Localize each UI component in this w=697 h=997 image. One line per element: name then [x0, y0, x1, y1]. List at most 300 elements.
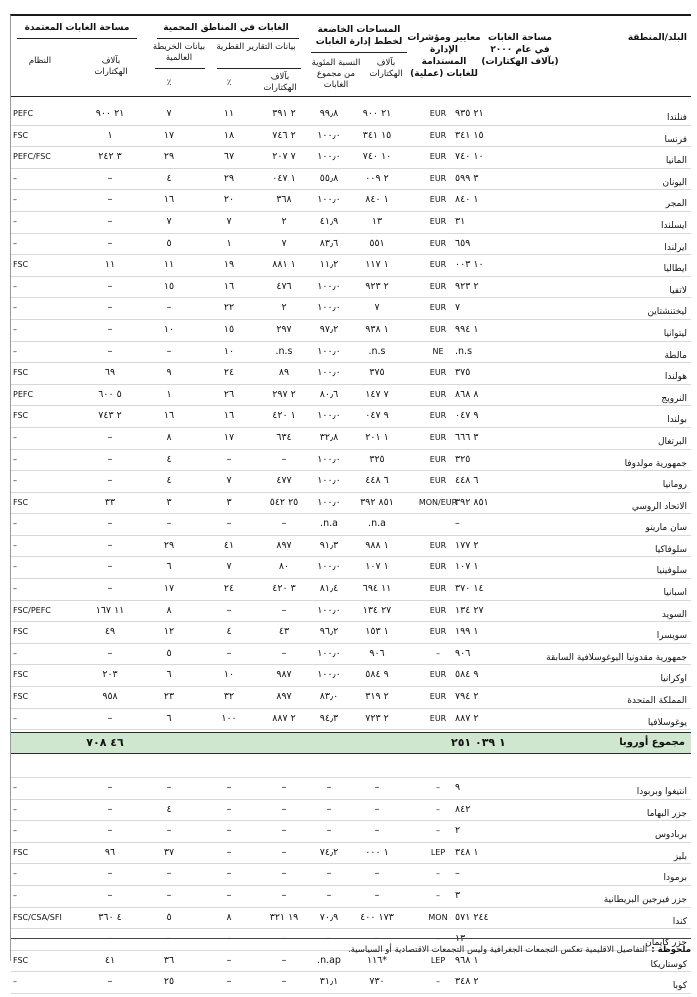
table-row: [11, 428, 691, 450]
forest-area-cell: ٢٧ ١٣٤: [455, 604, 484, 616]
managed-pct-cell: ٩١٫٣: [319, 539, 339, 551]
protected-pct-cell: ٢٤: [223, 583, 235, 595]
global-map-pct-cell: ١٧: [163, 129, 175, 141]
protected-ha-cell: –: [281, 647, 287, 659]
protected-ha-cell: ٢ ٧٤٦: [272, 129, 296, 141]
protected-ha-cell: ٨٩٧: [276, 539, 292, 551]
global-map-pct-cell: ٥: [166, 647, 172, 659]
europe-total-certified: ٤٦ ٧٠٨: [86, 736, 124, 750]
protected-ha-cell: ٢ ٣٩١: [272, 108, 296, 119]
certified-ha-cell: –: [107, 889, 113, 901]
protected-ha-cell: –: [281, 954, 287, 966]
certified-ha-cell: –: [107, 803, 113, 815]
table-row: [11, 644, 691, 666]
country-name: بليز: [673, 851, 687, 862]
table-row: [11, 557, 691, 579]
certified-system-cell: –: [13, 454, 17, 464]
header-rule-global: [155, 68, 205, 69]
table-row: [11, 255, 691, 277]
certified-system-cell: –: [13, 804, 17, 814]
forest-area-cell: ٣١: [455, 215, 466, 227]
global-map-pct-cell: ١٦: [163, 410, 175, 422]
protected-ha-cell: ٢٥ ٥٤٢: [269, 496, 299, 508]
global-map-pct-cell: ٢٥: [163, 976, 175, 988]
protected-ha-cell: ١ ٨٨١: [272, 259, 296, 271]
forest-area-cell: ٩: [455, 781, 461, 793]
protected-ha-cell: –: [281, 868, 287, 880]
criteria-cell: EUR: [429, 173, 447, 183]
protected-pct-cell: –: [226, 954, 232, 966]
country-name: سلوفاكيا: [655, 544, 687, 555]
certified-ha-cell: –: [107, 976, 113, 988]
forest-area-cell: ١ ٨٤٠: [455, 194, 479, 206]
criteria-cell: MON: [428, 912, 448, 922]
protected-ha-cell: ٢: [281, 215, 287, 227]
protected-ha-cell: ٧: [281, 237, 287, 249]
protected-pct-cell: ١١: [223, 108, 235, 119]
header-forest-area: مساحة الغابات في عام ٢٠٠٠ (بآلاف الهكتارات): [481, 33, 559, 67]
global-map-pct-cell: ١٢: [163, 626, 175, 638]
certified-system-cell: –: [13, 869, 17, 879]
criteria-cell: EUR: [429, 584, 447, 594]
certified-ha-cell: –: [107, 280, 113, 292]
header-managed-ha: بآلاف الهكتارات: [369, 58, 403, 79]
forest-area-cell: ٧: [455, 302, 461, 314]
header-managed-pct: النسبة المئوية من مجموع الغابات: [311, 58, 361, 90]
managed-pct-cell: –: [326, 868, 332, 880]
managed-ha-cell: ٧: [374, 302, 380, 314]
global-map-pct-cell: ٣٧: [163, 846, 175, 858]
country-name: كوستاريكا: [650, 959, 687, 970]
managed-pct-cell: ٣١٫١: [319, 976, 339, 988]
certified-system-cell: –: [13, 782, 17, 792]
certified-system-cell: –: [13, 173, 17, 183]
table-row: [11, 169, 691, 191]
protected-pct-cell: –: [226, 889, 232, 901]
table-row: [11, 126, 691, 148]
managed-pct-cell: ١٠٠٫٠: [317, 280, 341, 292]
certified-ha-cell: –: [107, 194, 113, 206]
global-map-pct-cell: ٨: [166, 604, 172, 616]
protected-ha-cell: ٢ ٨٨٧: [272, 712, 296, 724]
managed-pct-cell: ٩٤٫٣: [319, 712, 339, 724]
table-row: [11, 756, 691, 778]
criteria-cell: –: [436, 977, 440, 987]
certified-ha-cell: –: [107, 647, 113, 659]
protected-pct-cell: ١٩: [223, 259, 235, 271]
certified-system-cell: –: [13, 648, 17, 658]
certified-system-cell: PEFC: [13, 109, 34, 118]
managed-ha-cell: n.a.: [368, 518, 386, 530]
criteria-cell: EUR: [429, 713, 447, 723]
header-protected: الغابات في المناطق المحمية: [163, 23, 289, 33]
table-row: [11, 579, 691, 601]
country-name: لاتفيا: [669, 285, 687, 296]
header-certified: مساحة الغابات المعتمدة: [24, 23, 130, 33]
certified-ha-cell: –: [107, 323, 113, 335]
certified-ha-cell: ٤٩: [104, 626, 116, 638]
certified-system-cell: –: [13, 476, 17, 486]
managed-pct-cell: ١٠٠٫٠: [317, 151, 341, 163]
certified-system-cell: FSC/PEFC: [13, 605, 51, 615]
global-map-pct-cell: ٧: [166, 108, 172, 119]
certified-ha-cell: ٩٥٨: [102, 691, 118, 703]
managed-ha-cell: ١٣: [371, 215, 383, 227]
certified-system-cell: –: [13, 216, 17, 226]
certified-ha-cell: –: [107, 431, 113, 443]
country-name: جزر كايمان: [645, 938, 687, 949]
global-map-pct-cell: ١٦: [163, 194, 175, 206]
table-row: [11, 190, 691, 212]
country-name: سلوفينيا: [656, 566, 687, 577]
country-name: جمهورية مقدونيا اليوغوسلافية السابقة: [546, 652, 687, 663]
managed-ha-cell: ٢ ٩٢٣: [365, 280, 389, 292]
country-name: برمودا: [663, 873, 687, 884]
criteria-cell: EUR: [429, 476, 447, 486]
protected-pct-cell: ١٦: [223, 280, 235, 292]
protected-pct-cell: ١٨: [223, 129, 235, 141]
managed-ha-cell: ٩ ٠٤٧: [365, 410, 389, 422]
managed-ha-cell: [347, 756, 407, 777]
header-country: البلد/المنطقة: [627, 33, 687, 43]
table-row: [11, 406, 691, 428]
managed-ha-cell: –: [374, 933, 380, 945]
header-national: بيانات التقارير القطرية: [216, 42, 296, 52]
criteria-cell: –: [436, 804, 440, 814]
certified-system-cell: PEFC: [13, 389, 34, 399]
protected-ha-cell: ٣٦٨: [276, 194, 292, 206]
global-map-pct-cell: ٣٦: [163, 954, 175, 966]
protected-ha-cell: ٨٩٧: [276, 691, 292, 703]
global-map-pct-cell: ٦: [166, 669, 172, 681]
table-row: [11, 601, 691, 623]
protected-pct-cell: ٤: [226, 626, 232, 638]
protected-pct-cell: –: [226, 976, 232, 988]
table-row: [11, 864, 691, 886]
managed-ha-cell: ١٧٣ ٤٠٠: [360, 911, 394, 923]
forest-area-cell: ٣٧٥: [455, 367, 471, 379]
criteria-cell: EUR: [429, 260, 447, 270]
managed-pct-cell: ١٠٠٫٠: [317, 453, 341, 465]
country-name: كوبا: [672, 981, 687, 992]
protected-pct-cell: ١: [226, 237, 232, 249]
managed-ha-cell: –: [374, 868, 380, 880]
protected-pct-cell: –: [226, 781, 232, 793]
certified-system-cell: –: [13, 303, 17, 313]
forest-area-cell: ٢ ٣٤٨: [455, 976, 479, 988]
managed-ha-cell: *١١٦: [366, 954, 388, 966]
global-map-pct-cell: ٣: [166, 496, 172, 508]
managed-pct-cell: ٧٠٫٩: [319, 911, 339, 923]
table-row: [11, 385, 691, 407]
europe-total-area: ١ ٠٣٩ ٢٥١: [451, 736, 506, 750]
protected-ha-cell: –: [281, 976, 287, 988]
protected-ha-cell: –: [281, 803, 287, 815]
global-map-pct-cell: –: [166, 518, 172, 530]
protected-ha-cell: ٨٠: [278, 561, 290, 573]
certified-system-cell: –: [13, 281, 17, 291]
certified-system-cell: –: [13, 540, 17, 550]
global-map-pct-cell: ٧: [166, 215, 172, 227]
header-rule-managed: [311, 52, 407, 53]
country-name: ايرلندا: [664, 242, 687, 253]
forest-area-cell: ١٣: [455, 933, 466, 945]
forest-area-cell: ١ ٩٦٨: [455, 954, 479, 966]
protected-pct-cell: –: [226, 846, 232, 858]
managed-pct-cell: –: [326, 825, 332, 837]
criteria-cell: –: [436, 782, 440, 792]
protected-pct-cell: ١٠٠: [221, 712, 237, 724]
criteria-cell: EUR: [429, 389, 447, 399]
criteria-cell: EUR: [429, 281, 447, 291]
criteria-cell: EUR: [429, 540, 447, 550]
criteria-cell: –: [436, 890, 440, 900]
certified-ha-cell: ٢١ ٩٠٠: [95, 108, 125, 119]
managed-ha-cell: –: [374, 803, 380, 815]
managed-ha-cell: –: [374, 889, 380, 901]
managed-pct-cell: n.ap.: [317, 954, 341, 966]
criteria-cell: EUR: [429, 605, 447, 615]
europe-total-row: [11, 732, 691, 754]
forest-area-cell: ٩ ٥٨٤: [455, 669, 479, 681]
certified-system-cell: –: [13, 346, 17, 356]
certified-system-cell: FSC: [13, 368, 29, 378]
managed-pct-cell: n.a.: [320, 518, 338, 530]
protected-ha-cell: ٤٧٧: [276, 475, 292, 487]
header-rule-protected: [157, 38, 299, 39]
protected-ha-cell: ٣ ٤٢٠: [272, 583, 296, 595]
managed-pct-cell: ٨٠٫٦: [319, 388, 339, 400]
certified-system-cell: FSC: [13, 260, 29, 270]
forest-area-cell: ٣ ٥٩٩: [455, 172, 479, 184]
forest-area-cell: ١٠ ٠٠٣: [455, 259, 484, 271]
criteria-cell: EUR: [429, 454, 447, 464]
country-name: ايطاليا: [663, 264, 687, 275]
country-name: اوكرانيا: [660, 674, 687, 685]
global-map-pct-cell: ٥: [166, 237, 172, 249]
certified-ha-cell: –: [107, 539, 113, 551]
criteria-cell: EUR: [429, 195, 447, 205]
certified-ha-cell: –: [107, 825, 113, 837]
certified-ha-cell: –: [107, 215, 113, 227]
country-name: انتيغوا وبربودا: [636, 786, 687, 797]
protected-pct-cell: ١٠: [223, 345, 235, 357]
criteria-cell: [415, 514, 461, 535]
managed-pct-cell: –: [326, 781, 332, 793]
global-map-pct-cell: –: [166, 825, 172, 837]
managed-ha-cell: ١ ١١٧: [365, 259, 389, 271]
managed-pct-cell: –: [326, 889, 332, 901]
table-row: [11, 450, 691, 472]
certified-ha-cell: –: [107, 172, 113, 184]
header-national-ha: بآلاف الهكتارات: [263, 72, 297, 93]
managed-ha-cell: ٢ ٧٢٣: [365, 712, 389, 724]
global-map-pct-cell: –: [166, 345, 172, 357]
table-row: [11, 298, 691, 320]
certified-ha-cell: ١: [107, 129, 113, 141]
criteria-cell: EUR: [429, 238, 447, 248]
protected-pct-cell: –: [226, 453, 232, 465]
protected-pct-cell: –: [226, 647, 232, 659]
forest-area-cell: ٢ ٨٨٧: [455, 712, 479, 724]
criteria-cell: [415, 756, 461, 777]
managed-ha-cell: ٩ ٥٨٤: [365, 669, 389, 681]
global-map-pct-cell: ١٥: [163, 280, 175, 292]
criteria-cell: –: [436, 648, 440, 658]
certified-system-cell: FSC: [13, 497, 29, 507]
certified-ha-cell: –: [107, 712, 113, 724]
certified-ha-cell: [85, 756, 135, 777]
protected-ha-cell: [259, 756, 309, 777]
table-row: [11, 908, 691, 930]
certified-system-cell: [13, 756, 77, 777]
global-map-pct-cell: ٨: [166, 431, 172, 443]
managed-pct-cell: ١٠٠٫٠: [317, 129, 341, 141]
certified-system-cell: FSC: [13, 130, 29, 140]
certified-ha-cell: ١١ ١٦٧: [95, 604, 125, 616]
managed-pct-cell: ١٠٠٫٠: [317, 475, 341, 487]
country-name: اليونان: [662, 177, 687, 188]
global-map-pct-cell: –: [166, 933, 172, 945]
criteria-cell: EUR: [429, 670, 447, 680]
managed-pct-cell: ٣٢٫٨: [319, 431, 339, 443]
forest-area-cell: ٢ ١٧٧: [455, 539, 479, 551]
table-row: [11, 778, 691, 800]
table-row: [11, 234, 691, 256]
forest-area-cell: ١٤ ٣٧٠: [455, 583, 484, 595]
managed-ha-cell: ١ ٩٣٨: [365, 323, 389, 335]
certified-ha-cell: –: [107, 561, 113, 573]
table-row: [11, 514, 691, 536]
country-name: جزر البهاما: [646, 808, 687, 819]
country-name: النرويج: [661, 393, 687, 404]
country-name: بولندا: [667, 415, 687, 426]
table-row: [11, 147, 691, 169]
table-row: [11, 709, 691, 731]
forest-area-cell: ٦٥٩: [455, 237, 471, 249]
country-name: سويسرا: [656, 631, 687, 642]
managed-ha-cell: ٣٢٥: [369, 453, 385, 465]
certified-system-cell: –: [13, 713, 17, 723]
forest-area-cell: –: [455, 518, 460, 530]
country-name: مالطة: [664, 350, 687, 361]
global-map-pct-cell: ٩: [166, 367, 172, 379]
criteria-cell: EUR: [429, 152, 447, 162]
forest-area-cell: ١ ١٠٧: [455, 561, 479, 573]
forest-area-cell: ٩ ٠٤٧: [455, 410, 479, 422]
protected-pct-cell: ٣٢: [223, 691, 235, 703]
managed-pct-cell: ١٠٠٫٠: [317, 345, 341, 357]
certified-system-cell: –: [13, 519, 17, 529]
protected-pct-cell: –: [226, 803, 232, 815]
certified-system-cell: –: [13, 826, 17, 836]
certified-system-cell: –: [13, 890, 17, 900]
criteria-cell: EUR: [429, 216, 447, 226]
header-national-pct: ٪: [226, 78, 232, 88]
managed-ha-cell: ١ ٠٠٠: [365, 846, 389, 858]
protected-ha-cell: ٤٣: [278, 626, 290, 638]
country-name: فرنسا: [664, 134, 687, 145]
criteria-cell: EUR: [429, 303, 447, 313]
criteria-cell: EUR: [429, 109, 447, 118]
certified-ha-cell: ٣ ٢٤٢: [98, 151, 122, 163]
table-row: [11, 471, 691, 493]
criteria-cell: –: [436, 934, 440, 944]
certified-ha-cell: –: [107, 583, 113, 595]
global-map-pct-cell: –: [166, 868, 172, 880]
managed-ha-cell: ١ ٨٤٠: [365, 194, 389, 206]
protected-ha-cell: –: [281, 518, 287, 530]
managed-pct-cell: ٤١٫٩: [319, 215, 339, 227]
forest-area-cell: ٢: [455, 825, 461, 837]
country-name: كندا: [672, 916, 687, 927]
certified-system-cell: FSC: [13, 627, 29, 637]
global-map-pct-cell: ٤: [166, 453, 172, 465]
criteria-cell: NE: [432, 346, 444, 356]
header-bottom-rule: [11, 96, 691, 97]
header-global: بيانات الخريطة العالمية: [152, 42, 206, 63]
managed-ha-cell: ٦ ٤٤٨: [365, 475, 389, 487]
country-name: جمهورية مولدوفا: [624, 458, 687, 469]
managed-pct-cell: ١١٫٢: [319, 259, 339, 271]
protected-pct-cell: ٢٠: [223, 194, 235, 206]
global-map-pct-cell: –: [166, 889, 172, 901]
protected-ha-cell: ٧ ٢٠٧: [272, 151, 296, 163]
protected-pct-cell: –: [226, 604, 232, 616]
table-row: [11, 687, 691, 709]
table-row: [11, 622, 691, 644]
protected-ha-cell: n.s.: [275, 345, 293, 357]
global-map-pct-cell: ٢٣: [163, 691, 175, 703]
certified-ha-cell: –: [107, 475, 113, 487]
forest-area-cell: ٨ ٨٦٨: [455, 388, 479, 400]
managed-pct-cell: ٩٧٫٢: [319, 323, 339, 335]
managed-ha-cell: ١١ ٦٩٤: [362, 583, 392, 595]
certified-system-cell: FSC: [13, 411, 29, 421]
table-row: [11, 972, 691, 994]
protected-ha-cell: ٨٩: [278, 367, 290, 379]
criteria-cell: EUR: [429, 432, 447, 442]
managed-ha-cell: n.s.: [368, 345, 386, 357]
certified-system-cell: –: [13, 238, 17, 248]
global-map-pct-cell: [151, 756, 187, 777]
protected-ha-cell: ٢ ٢٩٧: [272, 388, 296, 400]
certified-ha-cell: –: [107, 933, 113, 945]
protected-ha-cell: –: [281, 889, 287, 901]
protected-ha-cell: ٢٩٧: [276, 323, 292, 335]
global-map-pct-cell: ١٧: [163, 583, 175, 595]
managed-ha-cell: ١ ٢٠١: [365, 431, 389, 443]
country-name: ايسلندا: [661, 220, 687, 231]
protected-ha-cell: –: [281, 825, 287, 837]
table-row: [11, 536, 691, 558]
table-row: [11, 665, 691, 687]
footnote-label: ملحوظة :: [651, 945, 691, 955]
criteria-cell: –: [436, 869, 440, 879]
protected-ha-cell: ٦٣٤: [276, 431, 292, 443]
global-map-pct-cell: ٦: [166, 561, 172, 573]
protected-pct-cell: ١٧: [223, 431, 235, 443]
protected-pct-cell: –: [226, 933, 232, 945]
forest-area-cell: –: [455, 868, 460, 880]
managed-pct-cell: –: [326, 933, 332, 945]
table-header: [11, 16, 691, 96]
forest-area-cell: ٦ ٤٤٨: [455, 475, 479, 487]
table-row: [11, 320, 691, 342]
protected-pct-cell: –: [226, 825, 232, 837]
protected-ha-cell: ٩٨٧: [276, 669, 292, 681]
managed-ha-cell: ٨٥١ ٣٩٢: [360, 496, 394, 508]
